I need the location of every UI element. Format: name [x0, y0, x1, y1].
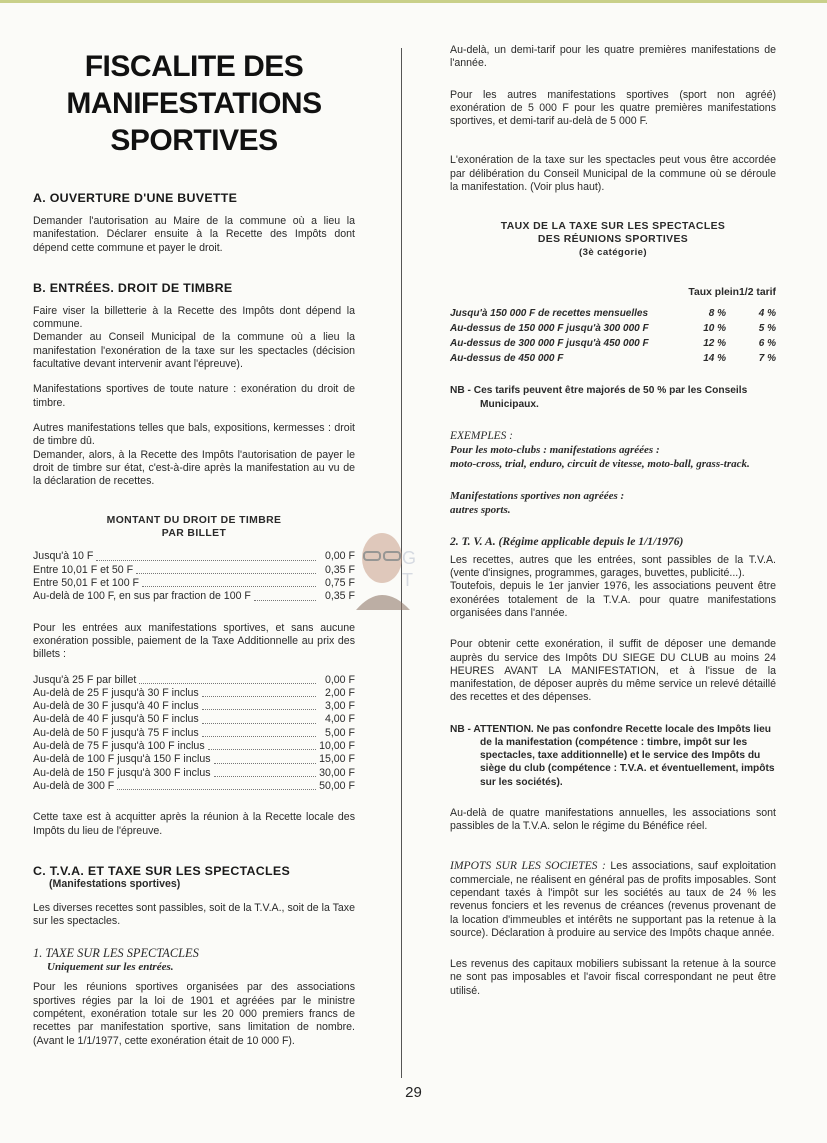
section-b-p3: Manifestations sportives de toute nature : exonération du droit de timbre. — [33, 383, 355, 409]
taxe-additionnelle-table — [33, 674, 355, 794]
section-a-heading: A. OUVERTURE D'UNE BUVETTE — [33, 191, 238, 205]
table-row: Au-delà de 50 F jusqu'à 75 F inclus 5,00 F — [33, 726, 355, 739]
table-row: Au-delà de 300 F 50,00 F — [33, 779, 355, 792]
table-row: Au-dessus de 300 000 F jusqu'à 450 000 F 12 % 6 % — [450, 338, 776, 350]
tva-p4: Au-delà de quatre manifestations annuelles, les associations sont passibles de la T.V.A. selon le régime du Bénéfice réel. — [450, 806, 776, 833]
table-row: Jusqu'à 10 F 0,00 F — [33, 550, 355, 563]
exoneration-text: L'exonération de la taxe sur les spectacles peut vous être accordée par délibération du Conseil Municipal de la commune où se déroule la manifestation. (Voir plus haut). — [450, 154, 776, 194]
left-column — [33, 44, 355, 1048]
section-c-heading: C. T.V.A. ET TAXE SUR LES SPECTACLES — [33, 863, 291, 878]
tva-p1: Les recettes, autres que les entrées, sont passibles de la T.V.A. (vente d'insignes, programmes, garages, buvettes, publicité...). — [450, 553, 776, 580]
table-row: Au-delà de 30 F jusqu'à 40 F inclus 3,00 F — [33, 700, 355, 713]
taxe-spectacles-subheading: Uniquement sur les entrées. — [47, 961, 174, 974]
section-c-text: Les diverses recettes sont passibles, soit de la T.V.A., soit de la Taxe sur les spectacles. — [33, 901, 355, 928]
table-row: Au-delà de 40 F jusqu'à 50 F inclus 4,00 F — [33, 713, 355, 726]
section-b-heading: B. ENTRÉES. DROIT DE TIMBRE — [33, 280, 233, 295]
sport-non-agree-text: Pour les autres manifestations sportives (sport non agréé) exonération de 5 000 F pour les quatre premières manifestations sportives, et demi-tarif au-delà de 5 000 F. — [450, 88, 776, 128]
exemples-autres: autres sports. — [450, 503, 511, 516]
demi-tarif-text: Au-delà, un demi-tarif pour les quatre premières manifestations de l'année. — [450, 44, 776, 70]
taux-columns-header: Taux plein 1/2 tarif — [688, 287, 776, 299]
tva-p3: Pour obtenir cette exonération, il suffit de déposer une demande auprès du service des Impôts DU SIEGE DU CLUB au moins 24 HEURES AVANT LA MANIFESTATION, et à l'issue de la manifestation, de déposer auprès du même service un relevé détaillé des recettes et des dépenses. — [450, 638, 776, 704]
capitaux-mobiliers: Les revenus des capitaux mobiliers subissant la retenue à la source ne sont pas imposables et l'avoir fiscal correspondant ne peut être utilisé. — [450, 958, 776, 997]
section-b-p4: Autres manifestations telles que bals, expositions, kermesses : droit de timbre dû. — [33, 421, 355, 448]
table-row: Jusqu'à 25 F par billet 0,00 F — [33, 673, 355, 686]
taux-table — [450, 306, 776, 366]
section-b-p5: Demander, alors, à la Recette des Impôts l'autorisation de payer le droit de timbre sur état, c'est-à-dire après la manifestation au vu de la déclaration de recettes. — [33, 448, 355, 488]
tva-heading: 2. T. V. A. (Régime applicable depuis le 1/1/1976) — [450, 534, 684, 548]
nb-attention: NB - ATTENTION. Ne pas confondre Recette locale des Impôts lieu de la manifestation (compétence : timbre, impôt sur les spectacles, taxe additionnelle) et le service des Impôts du siège du club (compétence : T.V.A. et éventuellement, impôts sur les sociétés). — [450, 723, 775, 788]
exemples-non-agreees: Manifestations sportives non agréées : — [450, 489, 625, 502]
table-row: Au-dessus de 150 000 F jusqu'à 300 000 F 10 % 5 % — [450, 323, 776, 335]
section-b-p2: Demander au Conseil Municipal de la commune où a lieu la manifestation l'exonération de la taxe sur les spectacles (décision facultative devant intervenir avant l'épreuve). — [33, 331, 355, 371]
timbre-table — [33, 550, 355, 603]
tva-p2: Toutefois, depuis le 1er janvier 1976, les associations peuvent être exonérées totalement de la T.V.A. pour quatre manifestations organisées dans l'année. — [450, 580, 776, 619]
nb-majoration: NB - Ces tarifs peuvent être majorés de 50 % par les Conseils Municipaux. — [450, 385, 748, 410]
timbre-heading: MONTANT DU DROIT DE TIMBRE PAR BILLET — [106, 515, 282, 540]
page-number: 29 — [405, 1084, 422, 1101]
table-row: Au-delà de 150 F jusqu'à 300 F inclus 30,00 F — [33, 766, 355, 779]
section-a-text: Demander l'autorisation au Maire de la commune où a lieu la manifestation. Déclarer ensuite à la Recette des Impôts dont dépend cette commune et payer le droit. — [33, 215, 355, 254]
taxe-spectacles-text: Pour les réunions sportives organisées par des associations sportives régies par la loi de 1901 et agréées par le ministre compétent, exonération totale sur les 20 000 premiers francs de recettes par manifestation sportive, sans limitation de nombre. (Avant le 1/1/1977, cette exonération était de 10 000 F). — [33, 981, 355, 1047]
table-row: Entre 10,01 F et 50 F 0,35 F — [33, 563, 355, 576]
table-row: Entre 50,01 F et 100 F 0,75 F — [33, 577, 355, 590]
svg-text:G: G — [402, 548, 417, 568]
impots-societes: IMPOTS SUR LES SOCIETES : Les associations, sauf exploitation commerciale, ne réalisent en général pas de profits imposables. Sont cependant taxés à l'impôt sur les sociétés au taux de 24 % les revenus fonciers et les revenus de créances (revenus provenant de la location d'immeubles et intérêts ne supportant pas la retenue à la source). Déclaration à produire au service des Impôts chaque année. — [450, 859, 776, 939]
table-row: Au-delà de 100 F, en sus par fraction de 100 F 0,35 F — [33, 590, 355, 603]
exemples-moto-clubs: Pour les moto-clubs : manifestations agréées : — [450, 443, 660, 456]
table-row: Au-delà de 100 F jusqu'à 150 F inclus 15,00 F — [33, 753, 355, 766]
portrait-watermark — [352, 524, 422, 610]
taxe-additionnelle-outro: Cette taxe est à acquitter après la réunion à la Recette locale des Impôts du lieu de l'épreuve. — [33, 811, 355, 837]
page-title: FISCALITE DES MANIFESTATIONS SPORTIVES — [66, 50, 322, 157]
section-c-subheading: (Manifestations sportives) — [49, 877, 181, 890]
table-row: Au-delà de 25 F jusqu'à 30 F inclus 2,00 F — [33, 686, 355, 699]
table-row: Jusqu'à 150 000 F de recettes mensuelles 8 % 4 % — [450, 308, 776, 320]
table-row: Au-delà de 75 F jusqu'à 100 F inclus 10,00 F — [33, 740, 355, 753]
taxe-spectacles-heading: 1. TAXE SUR LES SPECTACLES — [33, 946, 199, 961]
table-row: Au-dessus de 450 000 F 14 % 7 % — [450, 353, 776, 365]
svg-text:T: T — [402, 570, 413, 590]
section-b-p1: Faire viser la billetterie à la Recette des Impôts dont dépend la commune. — [33, 304, 355, 331]
top-edge-line — [0, 0, 827, 3]
taux-heading: TAUX DE LA TAXE SUR LES SPECTACLES DES RÉUNIONS SPORTIVES (3è catégorie) — [500, 221, 726, 259]
exemples-heading: EXEMPLES : — [450, 429, 513, 442]
taxe-additionnelle-intro: Pour les entrées aux manifestations sportives, et sans aucune exonération possible, paiement de la Taxe Additionnelle au prix des billets : — [33, 621, 355, 661]
right-column — [450, 44, 776, 998]
exemples-agreees: moto-cross, trial, enduro, circuit de vitesse, moto-ball, grass-track. — [450, 457, 750, 470]
